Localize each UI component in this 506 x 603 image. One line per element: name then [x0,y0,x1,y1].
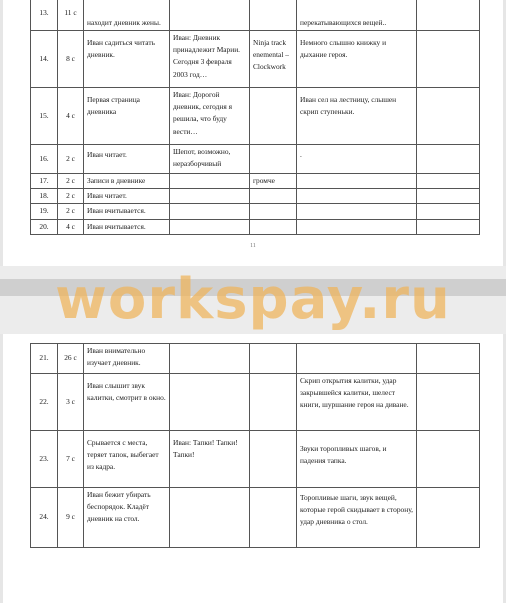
row-action: Иван вчитывается. [84,204,170,219]
row-duration: 8 с [58,31,84,88]
row-action: Записи в дневнике [84,174,170,189]
row-duration: 2 с [58,174,84,189]
row-extra [417,88,480,145]
row-music [250,374,297,431]
row-number: 15. [31,88,58,145]
row-dialogue [170,344,250,374]
row-number: 14. [31,31,58,88]
table-row [31,204,480,219]
row-music [250,204,297,219]
row-duration: 7 с [58,431,84,488]
row-music [250,189,297,204]
table-row [31,88,480,145]
storyboard-table-bottom [30,343,480,548]
row-action: Иван читает. [84,145,170,174]
row-music [250,145,297,174]
row-music: Ninja track enemental – Clockwork [250,31,297,88]
row-sound: перекатывающихся вещей.. [297,0,417,31]
row-extra [417,189,480,204]
row-dialogue [170,204,250,219]
row-extra [417,0,480,31]
row-sound [297,204,417,219]
row-sound [297,344,417,374]
row-action: Иван читает. [84,189,170,204]
row-extra [417,204,480,219]
row-number: 22. [31,374,58,431]
row-number: 24. [31,488,58,548]
row-dialogue: Иван: Дневник принадлежит Марии. Сегодня 3 февраля 2003 год… [170,31,250,88]
row-dialogue: Иван: Дорогой дневник, сегодня я решила, что буду вести… [170,88,250,145]
row-action: Иван вчитывается. [84,219,170,234]
row-number: 21. [31,344,58,374]
row-music [250,344,297,374]
row-dialogue [170,0,250,31]
row-duration: 2 с [58,145,84,174]
row-duration: 4 с [58,88,84,145]
row-action: Иван садиться читать дневник. [84,31,170,88]
row-number: 20. [31,219,58,234]
row-duration: 11 с [58,0,84,31]
table-row [31,219,480,234]
row-sound: Торопливые шаги, звук вещей, которые герой скидывает в сторону, удар дневника о стол. [297,488,417,548]
row-sound: Звуки торопливых шагов, и падения тапка. [297,431,417,488]
row-duration: 26 с [58,344,84,374]
row-number: 18. [31,189,58,204]
row-sound [297,189,417,204]
row-duration: 3 с [58,374,84,431]
row-action: Первая страница дневника [84,88,170,145]
row-number: 19. [31,204,58,219]
row-duration: 2 с [58,189,84,204]
row-duration: 9 с [58,488,84,548]
table-row [31,145,480,174]
row-action: Иван бежит убирать беспорядок. Кладёт дневник на стол. [84,488,170,548]
row-extra [417,219,480,234]
row-duration: 2 с [58,204,84,219]
row-sound: Скрип открытия калитки, удар закрывшейся калитки, шелест книги, шуршание героя на диване. [297,374,417,431]
row-dialogue: Иван: Тапки! Тапки! Тапки! [170,431,250,488]
table-row [31,189,480,204]
row-number: 13. [31,0,58,31]
row-action: находит дневник жены. [84,0,170,31]
row-extra [417,488,480,548]
row-number: 17. [31,174,58,189]
row-action: Иван слышит звук калитки, смотрит в окно. [84,374,170,431]
table-row [31,431,480,488]
row-sound: . [297,145,417,174]
storyboard-table-top [30,0,480,235]
table-row [31,31,480,88]
row-sound [297,174,417,189]
table-row [31,374,480,431]
row-number: 16. [31,145,58,174]
row-dialogue: Шепот, возможно, неразборчивый [170,145,250,174]
row-dialogue [170,219,250,234]
row-dialogue [170,374,250,431]
row-extra [417,344,480,374]
table-row [31,0,480,31]
row-extra [417,145,480,174]
row-action: Срывается с места, теряет тапок, выбегает из кадра. [84,431,170,488]
row-music [250,88,297,145]
row-dialogue [170,189,250,204]
row-music: громче [250,174,297,189]
row-extra [417,174,480,189]
row-sound [297,219,417,234]
row-music [250,431,297,488]
row-action: Иван внимательно изучает дневник. [84,344,170,374]
row-extra [417,31,480,88]
row-sound: Немного слышно книжку и дыхание героя. [297,31,417,88]
row-music [250,219,297,234]
row-duration: 4 с [58,219,84,234]
row-dialogue [170,488,250,548]
row-sound: Иван сел на лестницу, слышен скрип ступеньки. [297,88,417,145]
watermark-logo: workspay.ru [55,267,451,332]
row-dialogue [170,174,250,189]
row-extra [417,374,480,431]
table-row [31,344,480,374]
row-extra [417,431,480,488]
table-row [31,488,480,548]
page-number: 11 [250,243,256,249]
row-number: 23. [31,431,58,488]
row-music [250,488,297,548]
row-music [250,0,297,31]
table-row [31,174,480,189]
